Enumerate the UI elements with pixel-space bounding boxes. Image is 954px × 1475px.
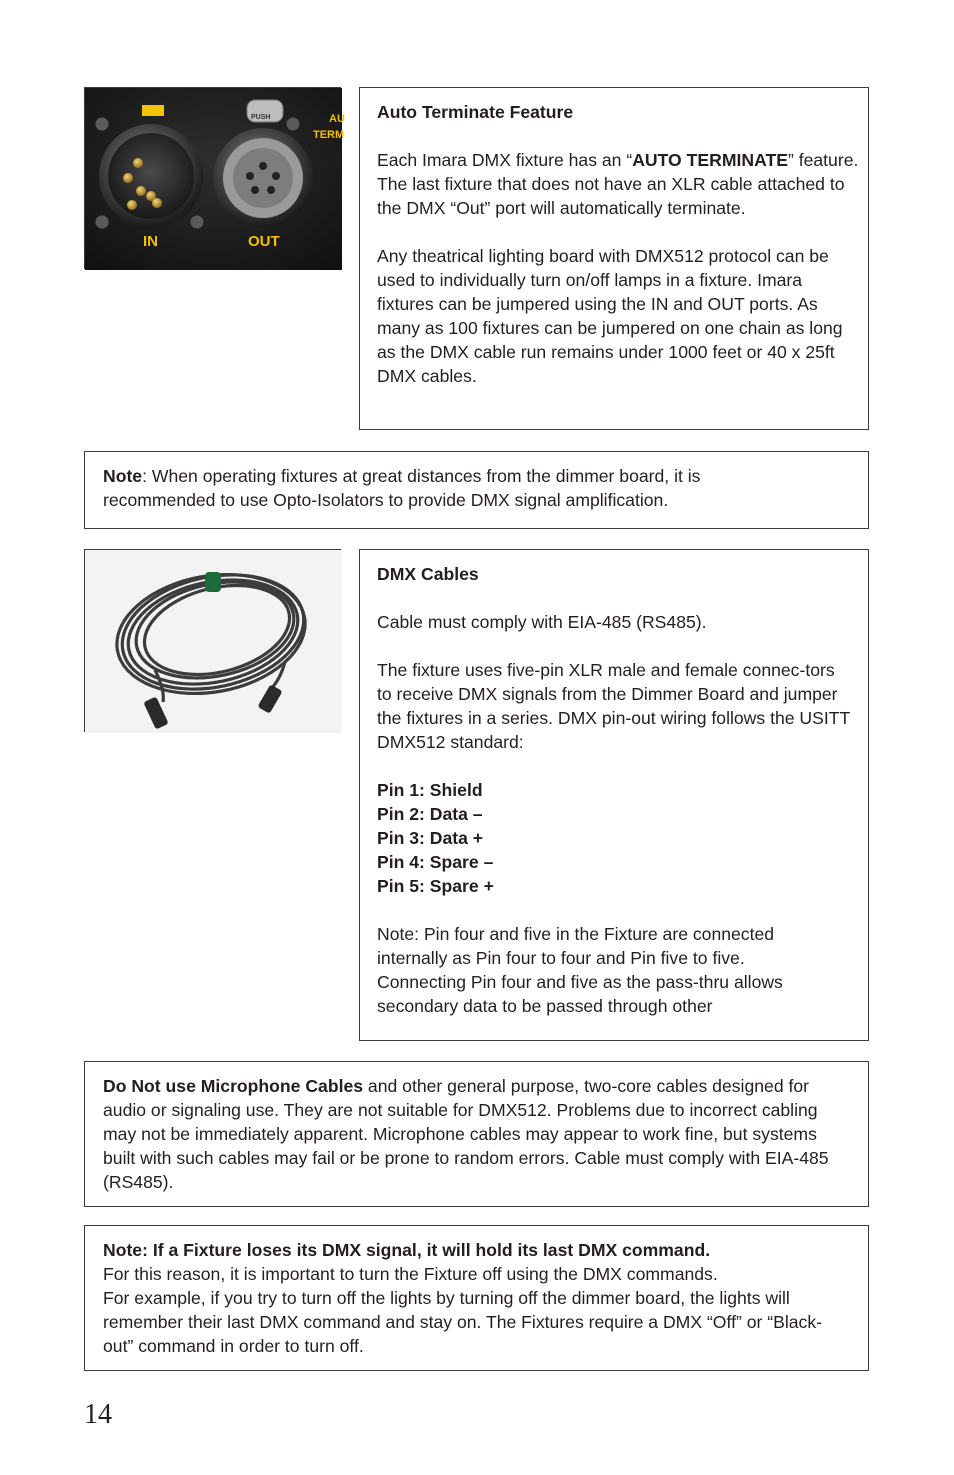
- push-label: PUSH: [251, 114, 271, 121]
- opto-isolator-note: Note: When operating fixtures at great distances from the dimmer board, it is recommended to use Opto-Isolators to provide DMX signal amplification.: [84, 451, 869, 529]
- edge-label-2: TERM: [313, 129, 345, 141]
- dmx-ports-photo: [84, 87, 345, 269]
- in-indicator: [142, 105, 164, 116]
- dmx-cables-paragraph-1: Cable must comply with EIA-485 (RS485).: [377, 612, 707, 632]
- pin-1: Pin 1: Shield: [377, 780, 483, 800]
- dmx-cables-box: [359, 549, 869, 1041]
- auto-terminate-box: [359, 87, 869, 430]
- velcro-strap: [205, 572, 221, 592]
- page-number: 14: [84, 1399, 112, 1430]
- in-label: IN: [143, 233, 158, 250]
- dmx-cables-title: DMX Cables: [377, 564, 479, 584]
- signal-loss-heading: Note: If a Fixture loses its DMX signal, it will hold its last DMX command.: [103, 1240, 711, 1260]
- dmx-cable-photo: [84, 549, 341, 732]
- dmx-ports-illustration: [85, 88, 345, 270]
- out-label: OUT: [248, 233, 280, 250]
- dmx-cables-paragraph-3: Note: Pin four and five in the Fixture are connected internally as Pin four to four and Pin five to five. Connecting Pin four and five as the pass-thru allows secondary data to be passed through other: [377, 924, 783, 1016]
- signal-loss-line-3: For example, if you try to turn off the lights by turning off the dimmer board, the lights will remember their last DMX command and stay on. The Fixtures require a DMX “Off” or “Black-out” command in order to turn off.: [103, 1288, 822, 1356]
- microphone-cable-warning: Do Not use Microphone Cables and other general purpose, two-core cables designed for audio or signaling use. They are not suitable for DMX512. Problems due to incorrect cabling may not be immediately apparent. Microphone cables may appear to work fine, but systems built with such cables may fail or be prone to random errors. Cable must comply with EIA-485 (RS485).: [84, 1061, 869, 1207]
- edge-label-1: AU: [329, 113, 345, 125]
- pin-4: Pin 4: Spare –: [377, 852, 494, 872]
- pin-3: Pin 3: Data +: [377, 828, 484, 848]
- dmx-cables-paragraph-2: The fixture uses five-pin XLR male and female connec-tors to receive DMX signals from the Dimmer Board and jumper the fixtures in a series. DMX pin-out wiring follows the USITT DMX512 standard:: [377, 660, 850, 752]
- coiled-cable-illustration: [85, 550, 342, 733]
- auto-terminate-paragraph-1: Each Imara DMX fixture has an “AUTO TERMINATE” feature. The last fixture that does not have an XLR cable attached to the DMX “Out” port will automatically terminate.: [377, 150, 859, 218]
- auto-terminate-paragraph-2: Any theatrical lighting board with DMX512 protocol can be used to individually turn on/off lamps in a fixture. Imara fixtures can be jumpered using the IN and OUT ports. As many as 100 fixtures can be jumpered on one chain as long as the DMX cable run remains under 1000 feet or 40 x 25ft DMX cables.: [377, 246, 843, 386]
- signal-loss-note: [84, 1225, 869, 1371]
- pin-5: Pin 5: Spare +: [377, 876, 494, 896]
- auto-terminate-title: Auto Terminate Feature: [377, 102, 574, 122]
- signal-loss-line-2: For this reason, it is important to turn the Fixture off using the DMX commands.: [103, 1264, 718, 1284]
- pin-2: Pin 2: Data –: [377, 804, 483, 824]
- xlr-in-connector: [99, 124, 203, 228]
